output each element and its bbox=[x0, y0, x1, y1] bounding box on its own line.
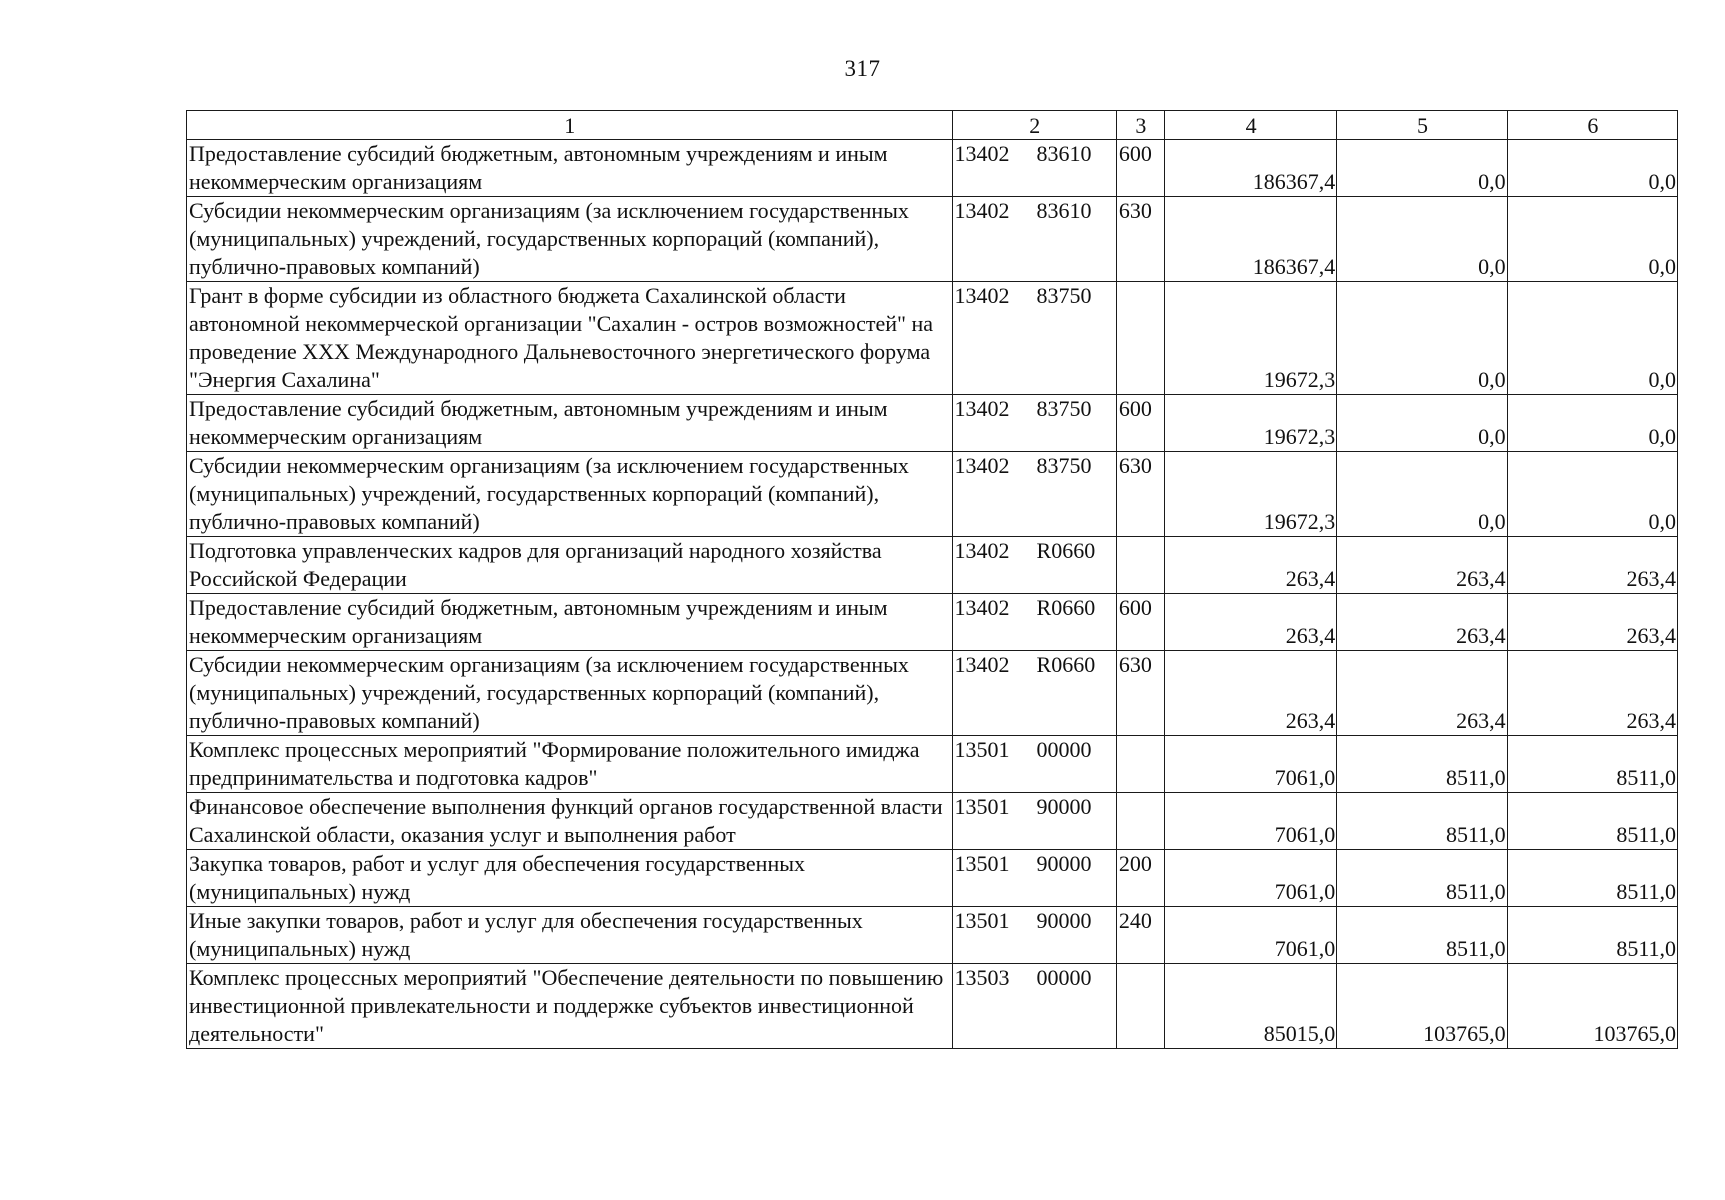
row-code bbox=[952, 594, 1116, 651]
row-expense-type: 240 bbox=[1116, 907, 1164, 964]
row-value-6: 8511,0 bbox=[1507, 793, 1677, 850]
row-code-program: 13402 bbox=[954, 396, 1010, 421]
row-value-6: 8511,0 bbox=[1507, 907, 1677, 964]
row-value-6: 0,0 bbox=[1507, 282, 1677, 395]
row-value-5: 263,4 bbox=[1337, 594, 1507, 651]
table-row bbox=[187, 282, 1678, 395]
column-header: 3 bbox=[1116, 111, 1164, 140]
row-value-4: 19672,3 bbox=[1164, 452, 1336, 537]
row-code-direction: R0660 bbox=[1036, 538, 1096, 563]
row-value-6: 0,0 bbox=[1507, 395, 1677, 452]
row-code-program: 13402 bbox=[954, 595, 1010, 620]
row-code-program: 13501 bbox=[954, 908, 1010, 933]
row-code-program: 13402 bbox=[954, 198, 1010, 223]
row-name: Субсидии некоммерческим организациям (за исключением государственных (муниципальных) учреждений, государственных корпораций (компаний), публично-правовых компаний) bbox=[187, 452, 953, 537]
row-name: Предоставление субсидий бюджетным, автономным учреждениям и иным некоммерческим организациям bbox=[187, 395, 953, 452]
row-value-5: 0,0 bbox=[1337, 282, 1507, 395]
row-value-5: 103765,0 bbox=[1337, 964, 1507, 1049]
row-value-4: 85015,0 bbox=[1164, 964, 1336, 1049]
row-code bbox=[952, 907, 1116, 964]
row-value-6: 0,0 bbox=[1507, 452, 1677, 537]
row-value-5: 0,0 bbox=[1337, 140, 1507, 197]
row-value-4: 263,4 bbox=[1164, 594, 1336, 651]
row-value-4: 19672,3 bbox=[1164, 282, 1336, 395]
row-name: Предоставление субсидий бюджетным, автономным учреждениям и иным некоммерческим организациям bbox=[187, 140, 953, 197]
page-number: 317 bbox=[844, 56, 881, 81]
row-value-5: 0,0 bbox=[1337, 197, 1507, 282]
row-expense-type: 630 bbox=[1116, 651, 1164, 736]
row-code-direction: 90000 bbox=[1036, 794, 1092, 819]
table-row bbox=[187, 395, 1678, 452]
row-name: Предоставление субсидий бюджетным, автономным учреждениям и иным некоммерческим организациям bbox=[187, 594, 953, 651]
row-value-5: 8511,0 bbox=[1337, 850, 1507, 907]
row-value-4: 19672,3 bbox=[1164, 395, 1336, 452]
row-expense-type: 600 bbox=[1116, 140, 1164, 197]
row-expense-type: 630 bbox=[1116, 197, 1164, 282]
row-value-5: 0,0 bbox=[1337, 452, 1507, 537]
row-code-direction: R0660 bbox=[1036, 595, 1096, 620]
table-row bbox=[187, 907, 1678, 964]
row-name: Иные закупки товаров, работ и услуг для обеспечения государственных (муниципальных) нужд bbox=[187, 907, 953, 964]
row-code-program: 13501 bbox=[954, 737, 1010, 762]
table-row bbox=[187, 537, 1678, 594]
row-code-program: 13402 bbox=[954, 652, 1010, 677]
row-name: Комплекс процессных мероприятий "Обеспечение деятельности по повышению инвестиционной привлекательности и поддержке субъектов инвестиционной деятельности" bbox=[187, 964, 953, 1049]
row-code-direction: 90000 bbox=[1036, 851, 1092, 876]
row-expense-type bbox=[1116, 736, 1164, 793]
row-code-program: 13402 bbox=[954, 141, 1010, 166]
row-expense-type: 600 bbox=[1116, 594, 1164, 651]
row-name: Финансовое обеспечение выполнения функций органов государственной власти Сахалинской области, оказания услуг и выполнения работ bbox=[187, 793, 953, 850]
row-code-program: 13501 bbox=[954, 851, 1010, 876]
row-value-4: 7061,0 bbox=[1164, 850, 1336, 907]
table-row bbox=[187, 140, 1678, 197]
row-value-5: 8511,0 bbox=[1337, 907, 1507, 964]
row-code bbox=[952, 395, 1116, 452]
row-value-5: 8511,0 bbox=[1337, 736, 1507, 793]
row-code-program: 13501 bbox=[954, 794, 1010, 819]
row-code bbox=[952, 140, 1116, 197]
column-header: 2 bbox=[952, 111, 1116, 140]
row-expense-type bbox=[1116, 793, 1164, 850]
row-value-4: 7061,0 bbox=[1164, 793, 1336, 850]
row-code-program: 13503 bbox=[954, 965, 1010, 990]
table-row bbox=[187, 793, 1678, 850]
row-value-6: 0,0 bbox=[1507, 197, 1677, 282]
table-row bbox=[187, 197, 1678, 282]
column-header: 6 bbox=[1507, 111, 1677, 140]
table-row bbox=[187, 850, 1678, 907]
row-code-direction: 83610 bbox=[1036, 141, 1092, 166]
row-code-program: 13402 bbox=[954, 283, 1010, 308]
table-row bbox=[187, 964, 1678, 1049]
row-code bbox=[952, 452, 1116, 537]
table-row bbox=[187, 594, 1678, 651]
row-code bbox=[952, 282, 1116, 395]
column-header: 5 bbox=[1337, 111, 1507, 140]
row-code-direction: 83750 bbox=[1036, 283, 1092, 308]
row-expense-type: 630 bbox=[1116, 452, 1164, 537]
row-code-direction: 83610 bbox=[1036, 198, 1092, 223]
row-value-6: 8511,0 bbox=[1507, 736, 1677, 793]
row-code-direction: R0660 bbox=[1036, 652, 1096, 677]
row-value-6: 8511,0 bbox=[1507, 850, 1677, 907]
column-header: 4 bbox=[1164, 111, 1336, 140]
budget-table bbox=[186, 110, 1678, 1049]
row-name: Подготовка управленческих кадров для организаций народного хозяйства Российской Федерации bbox=[187, 537, 953, 594]
table-row bbox=[187, 452, 1678, 537]
row-code bbox=[952, 736, 1116, 793]
row-expense-type: 200 bbox=[1116, 850, 1164, 907]
column-header: 1 bbox=[187, 111, 953, 140]
row-expense-type bbox=[1116, 964, 1164, 1049]
row-code bbox=[952, 197, 1116, 282]
row-value-5: 0,0 bbox=[1337, 395, 1507, 452]
row-code-direction: 00000 bbox=[1036, 737, 1092, 762]
row-value-5: 263,4 bbox=[1337, 537, 1507, 594]
row-value-6: 103765,0 bbox=[1507, 964, 1677, 1049]
table-row bbox=[187, 651, 1678, 736]
row-code-direction: 83750 bbox=[1036, 396, 1092, 421]
row-name: Субсидии некоммерческим организациям (за исключением государственных (муниципальных) учреждений, государственных корпораций (компаний), публично-правовых компаний) bbox=[187, 651, 953, 736]
row-value-5: 8511,0 bbox=[1337, 793, 1507, 850]
row-value-4: 186367,4 bbox=[1164, 140, 1336, 197]
row-code bbox=[952, 964, 1116, 1049]
row-value-5: 263,4 bbox=[1337, 651, 1507, 736]
row-name: Закупка товаров, работ и услуг для обеспечения государственных (муниципальных) нужд bbox=[187, 850, 953, 907]
row-value-6: 263,4 bbox=[1507, 537, 1677, 594]
row-code-direction: 00000 bbox=[1036, 965, 1092, 990]
table-row bbox=[187, 736, 1678, 793]
row-expense-type bbox=[1116, 282, 1164, 395]
row-expense-type bbox=[1116, 537, 1164, 594]
row-value-4: 186367,4 bbox=[1164, 197, 1336, 282]
row-code bbox=[952, 651, 1116, 736]
row-value-4: 7061,0 bbox=[1164, 907, 1336, 964]
row-value-4: 263,4 bbox=[1164, 537, 1336, 594]
row-code bbox=[952, 850, 1116, 907]
row-code bbox=[952, 537, 1116, 594]
row-code-direction: 90000 bbox=[1036, 908, 1092, 933]
row-value-4: 263,4 bbox=[1164, 651, 1336, 736]
header-row bbox=[187, 111, 1678, 140]
row-value-6: 0,0 bbox=[1507, 140, 1677, 197]
row-value-6: 263,4 bbox=[1507, 651, 1677, 736]
row-expense-type: 600 bbox=[1116, 395, 1164, 452]
row-code-program: 13402 bbox=[954, 538, 1010, 563]
row-code-direction: 83750 bbox=[1036, 453, 1092, 478]
row-name: Субсидии некоммерческим организациям (за исключением государственных (муниципальных) учреждений, государственных корпораций (компаний), публично-правовых компаний) bbox=[187, 197, 953, 282]
row-code-program: 13402 bbox=[954, 453, 1010, 478]
row-value-4: 7061,0 bbox=[1164, 736, 1336, 793]
row-name: Комплекс процессных мероприятий "Формирование положительного имиджа предпринимательства и подготовка кадров" bbox=[187, 736, 953, 793]
row-value-6: 263,4 bbox=[1507, 594, 1677, 651]
row-name: Грант в форме субсидии из областного бюджета Сахалинской области автономной некоммерческой организации "Сахалин - остров возможностей" на проведение XXX Международного Дальневосточного энергетического форума "Энергия Сахалина" bbox=[187, 282, 953, 395]
row-code bbox=[952, 793, 1116, 850]
